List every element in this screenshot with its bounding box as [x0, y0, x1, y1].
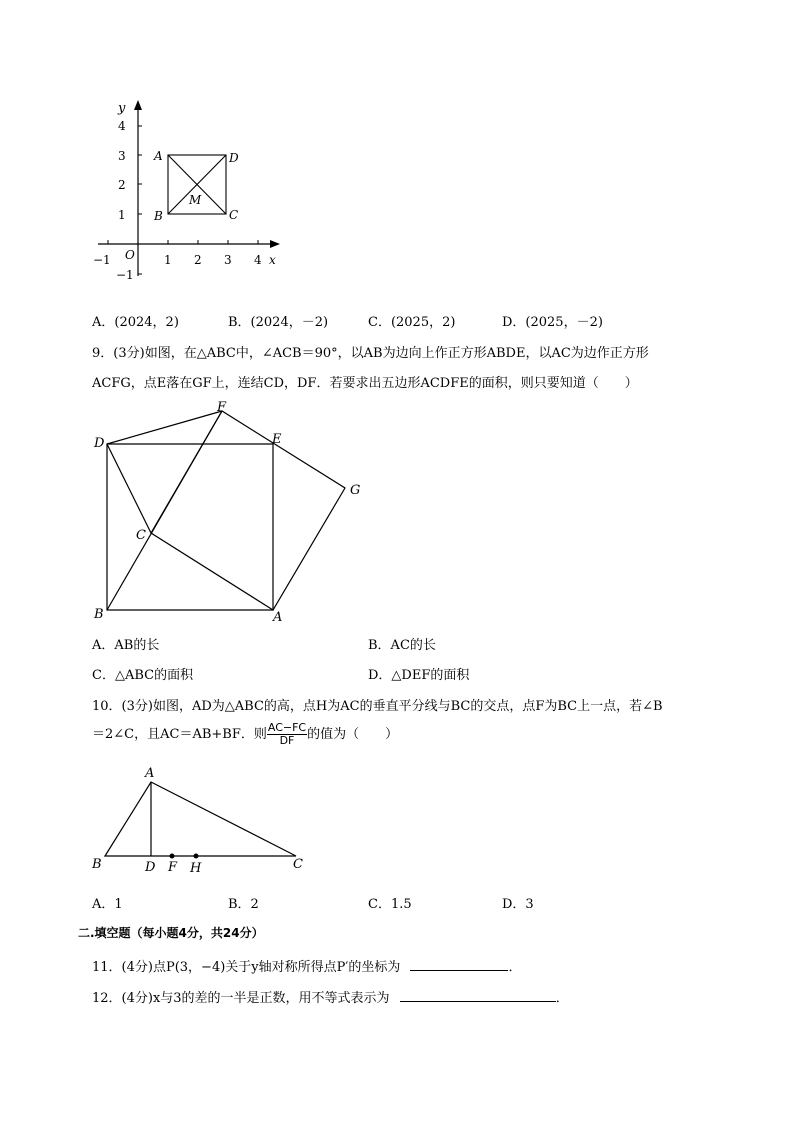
q8-option-d[interactable]: D．(2025，－2)	[502, 315, 603, 330]
point-b-label: B	[154, 209, 163, 223]
q10-fraction-numerator: AC−FC	[267, 721, 307, 734]
y-tick-4: 4	[118, 119, 126, 133]
q9-label-d: D	[94, 436, 105, 451]
square-abde	[107, 444, 273, 610]
q9-stem-line2: ACFG，点E落在GF上，连结CD，DF．若要求出五边形ACDFE的面积，则只要知道（ ）	[92, 376, 638, 391]
y-axis-label: y	[118, 101, 126, 116]
q9-label-c: C	[136, 528, 146, 543]
x-tick-2: 2	[194, 253, 202, 267]
q10-option-d[interactable]: D．3	[502, 897, 534, 912]
q9-score: (3分)	[113, 346, 145, 361]
q9-label-a: A	[273, 610, 283, 625]
q10-number: 10．	[92, 699, 122, 714]
q12-answer-blank[interactable]	[400, 988, 556, 1002]
point-c-label: C	[229, 208, 239, 222]
q10-text-1: 如图，AD为△ABC的高，点H为AC的垂直平分线与BC的交点，点F为BC上一点，若∠B	[152, 699, 663, 714]
q10-fraction	[267, 722, 307, 747]
q10-label-h: H	[190, 861, 202, 876]
section-2-title: 二.填空题（每小题4分，共24分）	[78, 926, 264, 940]
q12-line	[92, 987, 569, 1006]
q10-score: (3分)	[121, 699, 153, 714]
x-tick-3: 3	[224, 253, 232, 267]
q10-figure	[88, 764, 318, 876]
q11-text: 11．(4分)点P(3，−4)关于y轴对称所得点P′的坐标为	[92, 960, 401, 975]
q12-text: 12．(4分)x与3的差的一半是正数，用不等式表示为	[92, 991, 390, 1006]
q11-end: ．	[508, 960, 522, 975]
q11-answer-blank[interactable]	[410, 957, 508, 971]
point-m-label: M	[189, 193, 202, 207]
q10-label-d: D	[145, 860, 156, 875]
q9-figure	[88, 400, 378, 625]
q9-label-b: B	[94, 607, 104, 622]
y-tick-1: 1	[118, 208, 126, 222]
q8-coordinate-graph	[88, 96, 288, 286]
q9-option-c[interactable]: C．△ABC的面积	[92, 668, 194, 683]
x-tick-1: 1	[164, 253, 172, 267]
q8-option-c[interactable]: C．(2025，2)	[368, 315, 456, 330]
q9-label-g: G	[350, 483, 361, 498]
square-acfg	[151, 411, 345, 610]
triangle-abc	[105, 782, 296, 856]
origin-label: O	[125, 248, 135, 262]
q9-text-1: 如图，在△ABC中，∠ACB＝90°，以AB为边向上作正方形ABDE，以AC为边作正方形	[144, 346, 649, 361]
q12-end: ．	[555, 991, 569, 1006]
q9-option-b[interactable]: B．AC的长	[368, 638, 436, 653]
q10-label-f: F	[168, 860, 178, 875]
y-axis-arrow-icon	[134, 100, 142, 110]
q10-label-a: A	[145, 766, 155, 781]
q10-fraction-denominator: DF	[279, 734, 295, 747]
y-tick-3: 3	[118, 149, 126, 163]
q9-option-a[interactable]: A．AB的长	[92, 638, 160, 653]
q9-number: 9．	[92, 346, 114, 361]
q10-stem-line2	[92, 722, 398, 747]
q10-option-a[interactable]: A．1	[92, 897, 123, 912]
q10-label-b: B	[92, 857, 102, 872]
point-f-dot	[170, 854, 175, 859]
segment-df	[107, 411, 222, 444]
q9-label-f: F	[217, 400, 227, 415]
point-a-label: A	[154, 149, 163, 163]
q10-option-b[interactable]: B．2	[228, 897, 259, 912]
q9-option-d[interactable]: D．△DEF的面积	[368, 668, 470, 683]
q8-option-a[interactable]: A．(2024，2)	[92, 315, 179, 330]
x-axis-arrow-icon	[270, 240, 280, 248]
x-axis-label: x	[269, 253, 276, 267]
q8-option-b[interactable]: B．(2024，－2)	[228, 315, 329, 330]
q11-line	[92, 956, 521, 975]
q9-label-e: E	[272, 432, 282, 447]
q10-text-2-pre: ＝2∠C，且AC＝AB+BF．则	[92, 727, 267, 742]
q10-stem-line1	[92, 695, 663, 714]
point-h-dot	[194, 854, 199, 859]
q10-text-2-post: 的值为（ ）	[307, 727, 399, 742]
segment-cd	[107, 444, 151, 533]
point-d-label: D	[229, 151, 239, 165]
q10-option-c[interactable]: C．1.5	[368, 897, 412, 912]
x-tick-neg1: −1	[93, 253, 111, 267]
q9-stem-line1	[92, 342, 649, 361]
segment-bf	[107, 411, 222, 610]
x-tick-4: 4	[254, 253, 262, 267]
y-tick-neg1: −1	[116, 268, 134, 282]
q10-label-c: C	[293, 857, 303, 872]
y-tick-2: 2	[118, 178, 126, 192]
